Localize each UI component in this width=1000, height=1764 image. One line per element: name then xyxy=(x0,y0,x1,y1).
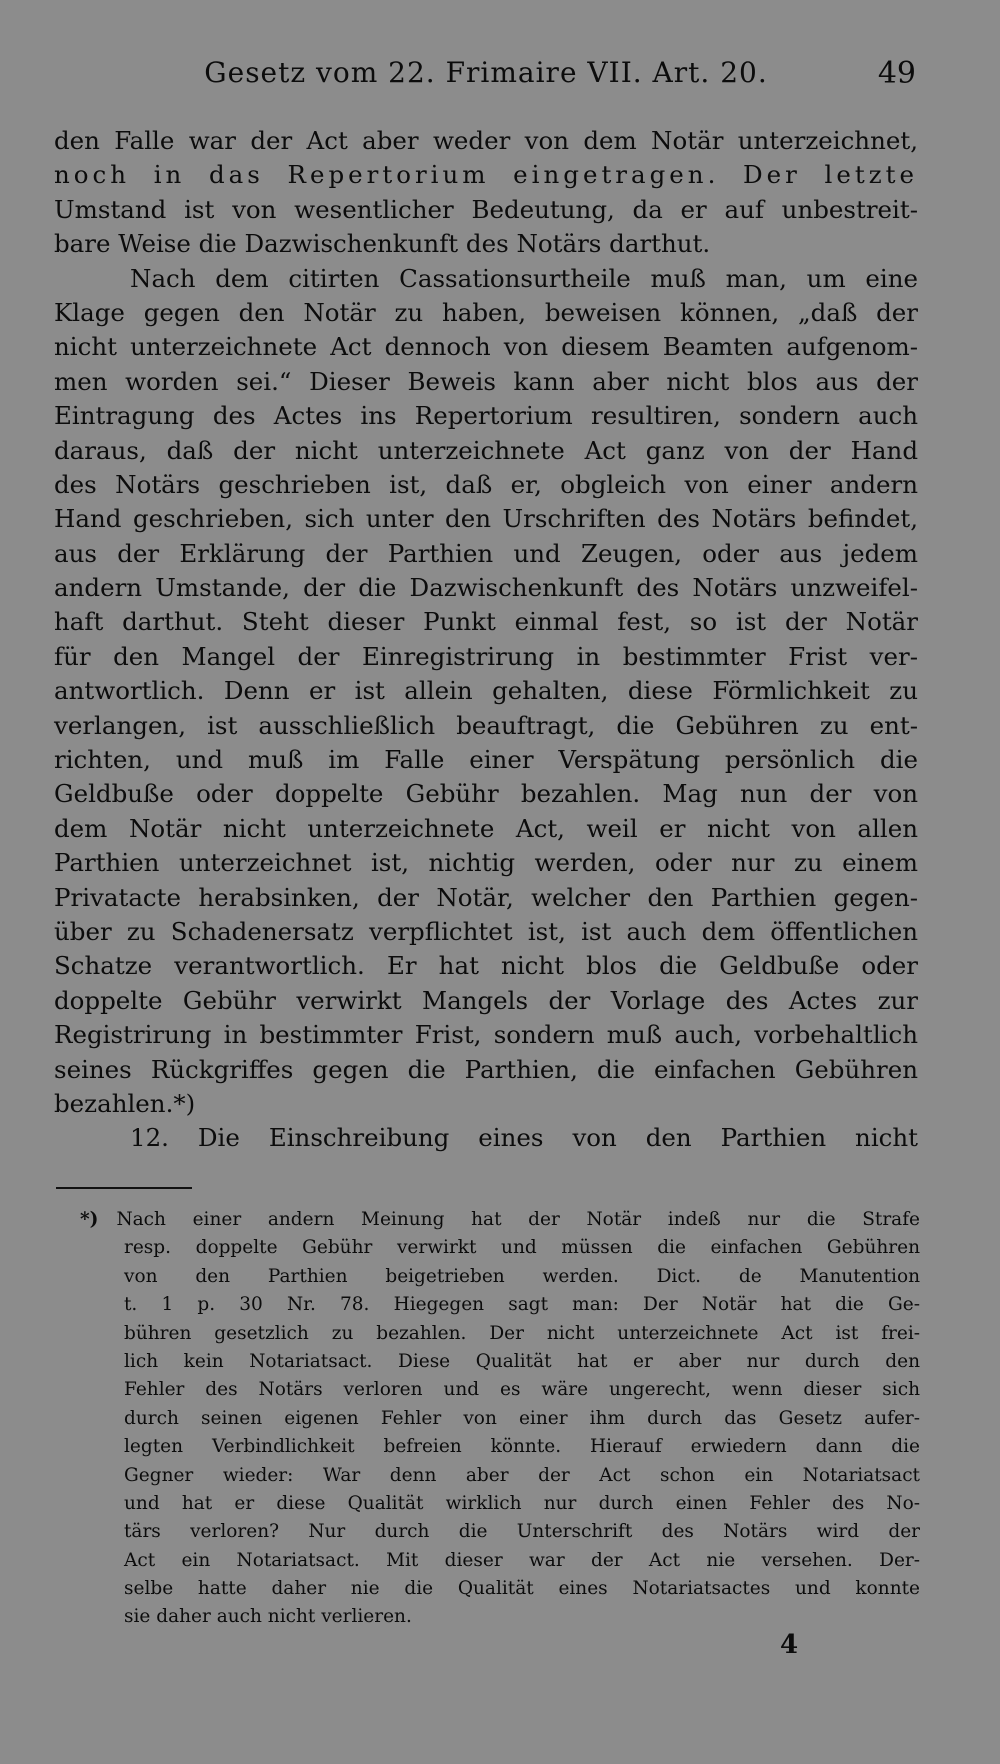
body-line: des Notärs geschrieben ist, daß er, obgleich von einer andern xyxy=(54,469,918,499)
footnote-line: lich kein Notariatsact. Diese Qualität hat er aber nur durch den xyxy=(124,1350,920,1372)
footnote-line: durch seinen eigenen Fehler von einer ihm durch das Gesetz aufer- xyxy=(124,1407,920,1429)
body-line: über zu Schadenersatz verpflichtet ist, ist auch dem öffentlichen xyxy=(54,916,918,946)
body-line: Privatacte herabsinken, der Notär, welcher den Parthien gegen- xyxy=(54,882,918,912)
body-line: noch in das Repertorium eingetragen. Der letzte xyxy=(54,160,918,190)
body-line: Klage gegen den Notär zu haben, beweisen können, „daß der xyxy=(54,297,918,327)
body-line: bare Weise die Dazwischenkunft des Notärs darthut. xyxy=(54,229,711,259)
footnote-rule xyxy=(56,1187,192,1189)
body-line: Geldbuße oder doppelte Gebühr bezahlen. Mag nun der von xyxy=(54,779,918,809)
body-line: Eintragung des Actes ins Repertorium resultiren, sondern auch xyxy=(54,401,918,431)
footnote-line: tärs verloren? Nur durch die Unterschrift des Notärs wird der xyxy=(124,1521,920,1543)
page-number: 49 xyxy=(877,56,916,91)
body-line: nicht unterzeichnete Act dennoch von diesem Beamten aufgenom- xyxy=(54,332,918,362)
footnote-line: selbe hatte daher nie die Qualität eines Notariatsactes und konnte xyxy=(124,1578,920,1600)
body-line: men worden sei.“ Dieser Beweis kann aber nicht blos aus der xyxy=(54,366,918,396)
footnote-line: t. 1 p. 30 Nr. 78. Hiegegen sagt man: Der Notär hat die Ge- xyxy=(124,1294,920,1316)
footnote-line: und hat er diese Qualität wirklich nur durch einen Fehler des No- xyxy=(124,1492,920,1514)
section-heading-line: 12. Die Einschreibung eines von den Parthien nicht xyxy=(130,1123,918,1153)
footnote-marker: *) xyxy=(80,1209,99,1230)
body-line: für den Mangel der Einregistrirung in bestimmter Frist ver- xyxy=(54,641,918,671)
body-line: Parthien unterzeichnet ist, nichtig werden, oder nur zu einem xyxy=(54,848,918,878)
page-header xyxy=(56,56,916,98)
footnote-line: resp. doppelte Gebühr verwirkt und müssen die einfachen Gebühren xyxy=(124,1237,920,1259)
body-line: richten, und muß im Falle einer Verspätung persönlich die xyxy=(54,745,918,775)
footnote-line: sie daher auch nicht verlieren. xyxy=(124,1606,412,1628)
footnote-line: von den Parthien beigetrieben werden. Dict. de Manutention xyxy=(124,1265,920,1287)
body-line: Umstand ist von wesentlicher Bedeutung, da er auf unbestreit- xyxy=(54,194,918,224)
footnote-line: Gegner wieder: War denn aber der Act schon ein Notariatsact xyxy=(124,1464,920,1486)
body-line: Nach dem citirten Cassationsurtheile muß man, um eine xyxy=(130,263,918,293)
body-line: Hand geschrieben, sich unter den Urschriften des Notärs befindet, xyxy=(54,504,918,534)
signature-mark: 4 xyxy=(780,1630,799,1660)
body-line: andern Umstande, der die Dazwischenkunft des Notärs unzweifel- xyxy=(54,573,918,603)
running-head: Gesetz vom 22. Frimaire VII. Art. 20. xyxy=(204,56,768,89)
footnote-text: Nach einer andern Meinung hat der Notär indeß nur die Strafe xyxy=(116,1209,920,1230)
footnote-line xyxy=(80,1206,920,1234)
footnote-line: Fehler des Notärs verloren und es wäre ungerecht, wenn dieser sich xyxy=(124,1379,920,1401)
body-line: seines Rückgriffes gegen die Parthien, die einfachen Gebühren xyxy=(54,1054,918,1084)
body-line: doppelte Gebühr verwirkt Mangels der Vorlage des Actes zur xyxy=(54,985,918,1015)
body-line: daraus, daß der nicht unterzeichnete Act ganz von der Hand xyxy=(54,435,918,465)
footnote-line: legten Verbindlichkeit befreien könnte. Hierauf erwiedern dann die xyxy=(124,1436,920,1458)
body-text xyxy=(54,124,918,1156)
body-line: haft darthut. Steht dieser Punkt einmal fest, so ist der Notär xyxy=(54,607,918,637)
footnote-line: Act ein Notariatsact. Mit dieser war der Act nie versehen. Der- xyxy=(124,1549,920,1571)
body-line: bezahlen.*) xyxy=(54,1088,196,1118)
body-line: verlangen, ist ausschließlich beauftragt, die Gebühren zu ent- xyxy=(54,710,918,740)
body-line: dem Notär nicht unterzeichnete Act, weil er nicht von allen xyxy=(54,813,918,843)
footnote-line: bühren gesetzlich zu bezahlen. Der nicht unterzeichnete Act ist frei- xyxy=(124,1322,920,1344)
body-line: antwortlich. Denn er ist allein gehalten, diese Förmlichkeit zu xyxy=(54,676,918,706)
body-line: Registrirung in bestimmter Frist, sondern muß auch, vorbehaltlich xyxy=(54,1020,918,1050)
body-line: aus der Erklärung der Parthien und Zeugen, oder aus jedem xyxy=(54,538,918,568)
body-line: den Falle war der Act aber weder von dem Notär unterzeichnet, xyxy=(54,126,918,155)
body-line: Schatze verantwortlich. Er hat nicht blos die Geldbuße oder xyxy=(54,951,918,981)
footnote xyxy=(80,1206,920,1632)
